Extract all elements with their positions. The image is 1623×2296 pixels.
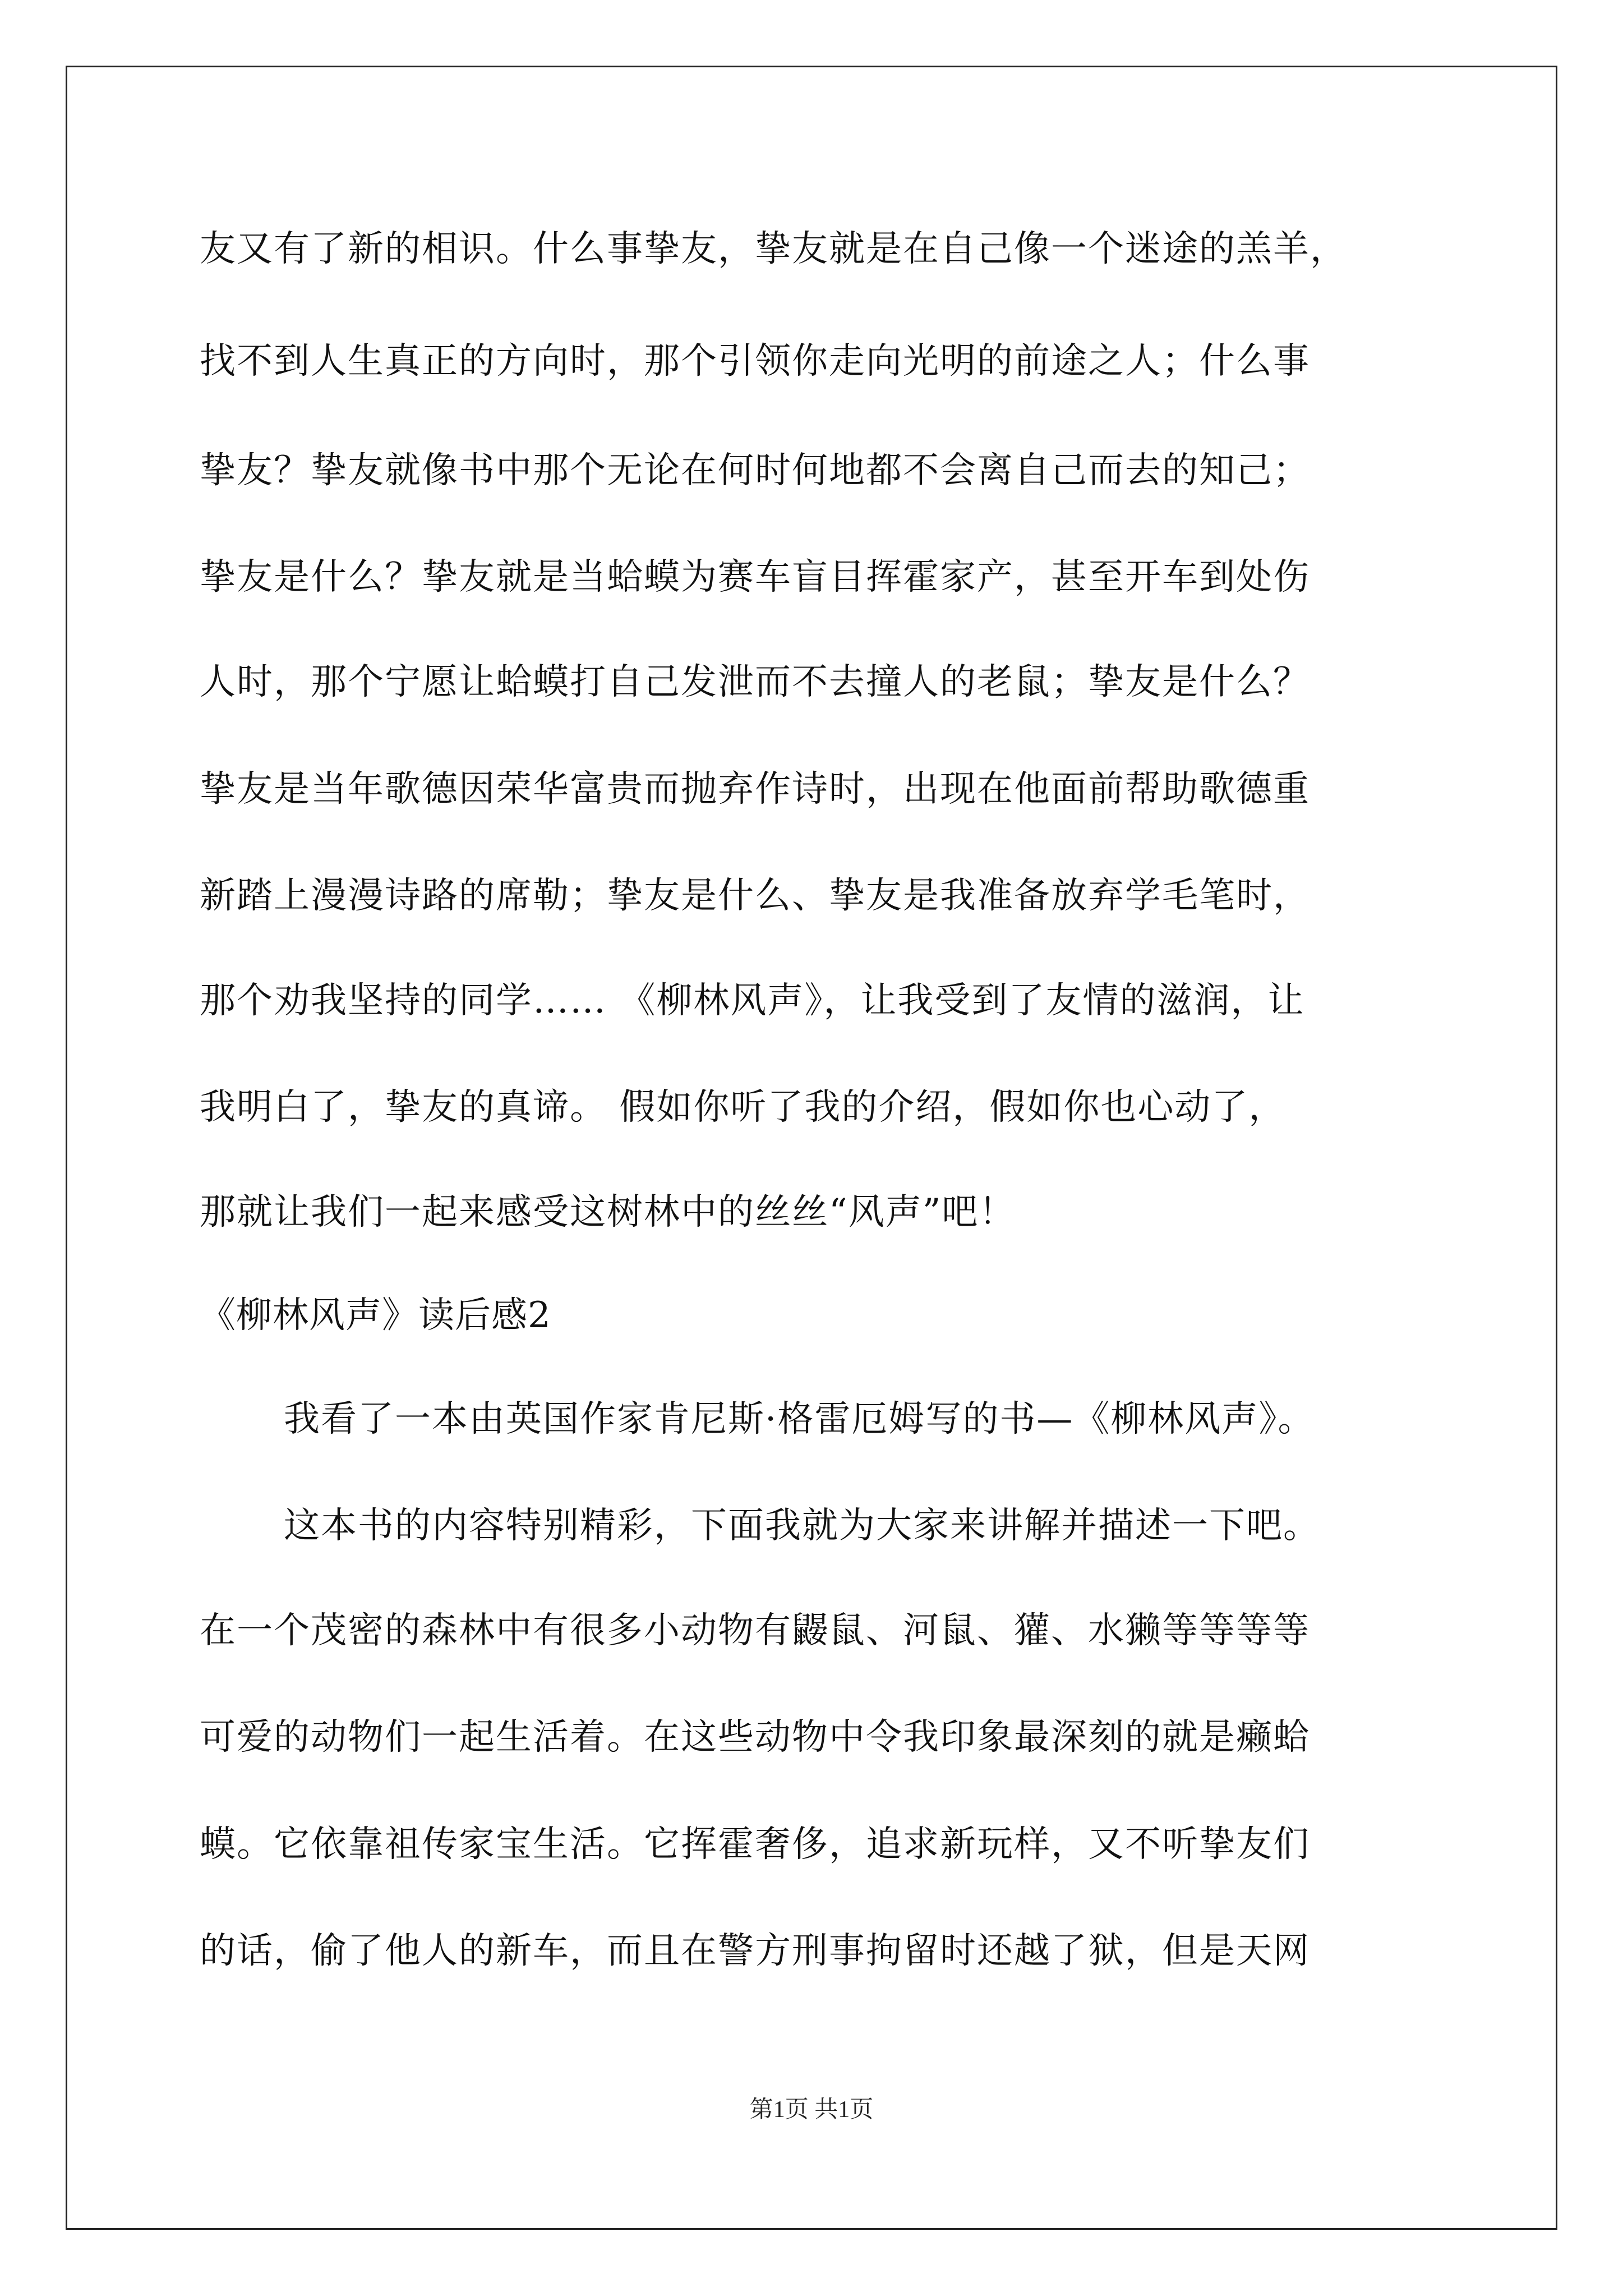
page-footer: 第1页 共1页 [749,2097,874,2123]
body-line: 挚友？挚友就像书中那个无论在何时何地都不会离自己而去的知己； [200,450,1310,491]
body-line: 的话，偷了他人的新车，而且在警方刑事拘留时还越了狱，但是天网 [200,1930,1310,1972]
body-line: 新踏上漫漫诗路的席勒；挚友是什么、挚友是我准备放弃学毛笔时， [200,875,1310,917]
body-line: 在一个茂密的森林中有很多小动物有鼹鼠、河鼠、獾、水獭等等等等 [200,1610,1310,1651]
body-line: 人时，那个宁愿让蛤蟆打自己发泄而不去撞人的老鼠；挚友是什么？ [200,661,1310,703]
body-line: 这本书的内容特别精彩，下面我就为大家来讲解并描述一下吧。 [284,1505,1320,1547]
body-line: 蟆。它依靠祖传家宝生活。它挥霍奢侈，追求新玩样，又不听挚友们 [200,1824,1310,1865]
section-heading: 《柳林风声》读后感2 [200,1295,551,1336]
body-line: 找不到人生真正的方向时，那个引领你走向光明的前途之人；什么事 [200,341,1310,382]
body-line: 我看了一本由英国作家肯尼斯·格雷厄姆写的书—《柳林风声》。 [284,1398,1315,1440]
body-line: 我明白了，挚友的真谛。 假如你听了我的介绍，假如你也心动了， [200,1087,1286,1128]
body-line: 友又有了新的相识。什么事挚友，挚友就是在自己像一个迷途的羔羊， [200,228,1347,270]
body-line: 可爱的动物们一起生活着。在这些动物中令我印象最深刻的就是癞蛤 [200,1717,1310,1758]
body-line: 那个劝我坚持的同学…… 《柳林风声》，让我受到了友情的滋润，让 [200,980,1305,1022]
body-line: 挚友是当年歌德因荣华富贵而抛弃作诗时，出现在他面前帮助歌德重 [200,769,1310,810]
page-border [66,66,1557,2230]
body-line: 那就让我们一起来感受这树林中的丝丝“风声”吧！ [200,1191,1016,1233]
body-line: 挚友是什么？挚友就是当蛤蟆为赛车盲目挥霍家产，甚至开车到处伤 [200,556,1310,598]
